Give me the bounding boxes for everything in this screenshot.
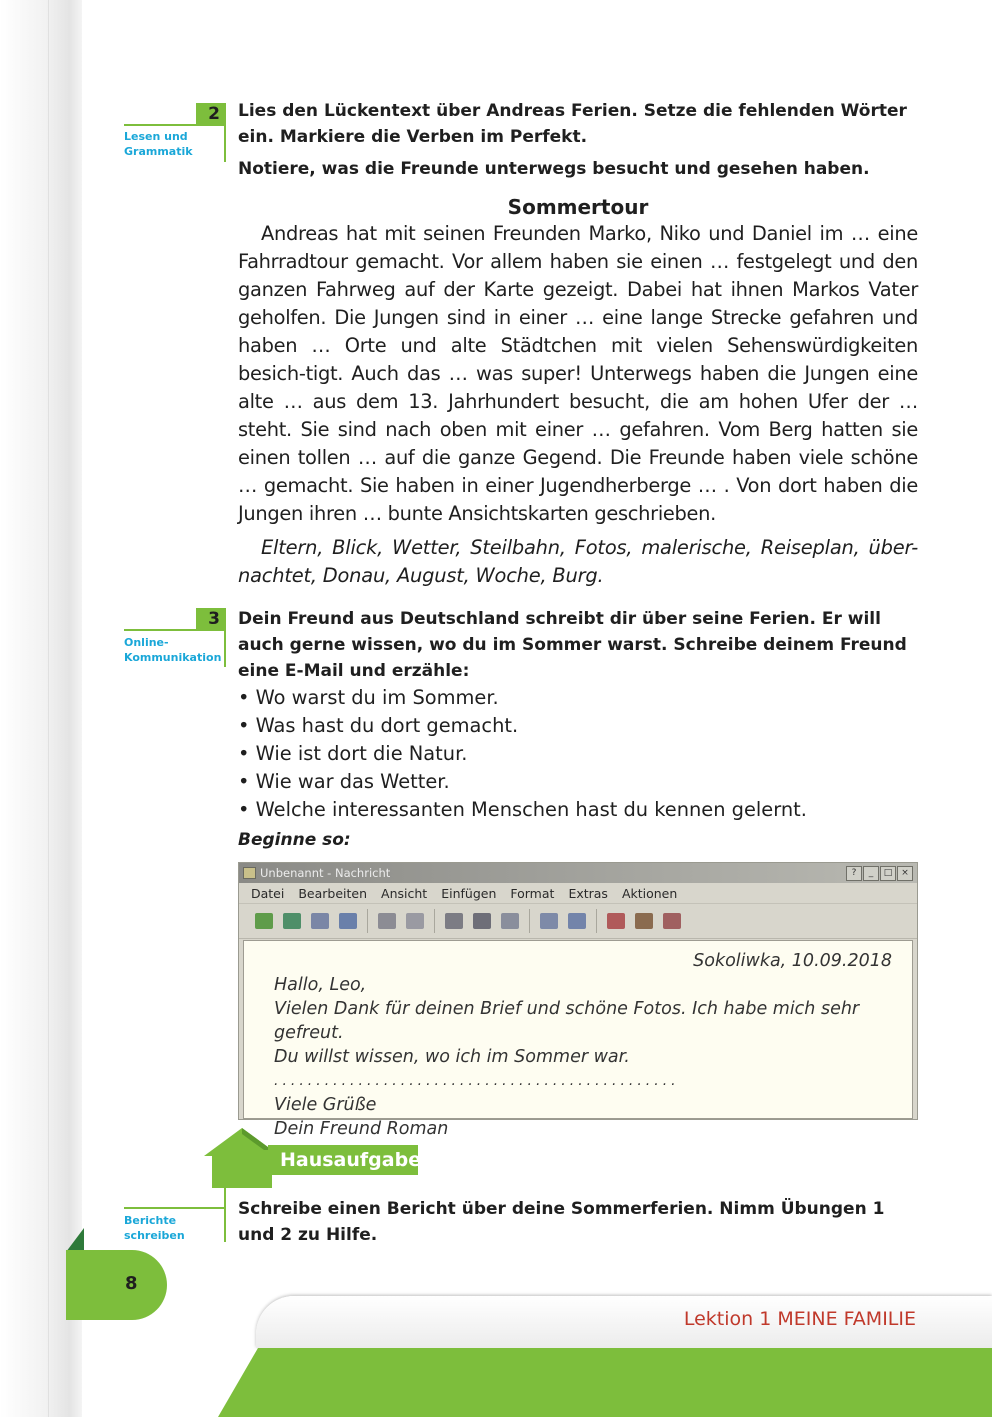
homework <box>238 1196 918 1248</box>
send-receive-icon[interactable] <box>283 913 301 929</box>
minimize-icon[interactable]: _ <box>863 866 879 881</box>
exercise-2-number: 2 <box>196 103 224 125</box>
attach-icon[interactable] <box>311 913 329 929</box>
exercise-2-marker-hline <box>124 124 224 126</box>
toolbar-separator <box>434 909 435 933</box>
save-icon[interactable] <box>378 913 396 929</box>
list-item: • Wie war das Wetter. <box>238 770 450 793</box>
toolbar-separator <box>367 909 368 933</box>
find-icon[interactable] <box>501 913 519 929</box>
menu-item-einfuegen[interactable]: Einfügen <box>441 885 497 901</box>
exercise-3-side-label <box>124 635 221 665</box>
side-label-line: Online- <box>124 636 169 649</box>
exercise-2-marker-line <box>224 103 226 162</box>
menu-item-bearbeiten[interactable]: Bearbeiten <box>298 885 368 901</box>
email-title-bar <box>239 863 917 883</box>
exercise-3-marker-line <box>224 608 226 667</box>
menu-item-format[interactable]: Format <box>510 885 555 901</box>
flag-icon[interactable] <box>607 913 625 929</box>
text-title: Sommertour <box>507 195 649 219</box>
close-icon[interactable]: × <box>897 866 913 881</box>
list-item: • Was hast du dort gemacht. <box>238 714 519 737</box>
footer-band <box>218 1348 992 1417</box>
maximize-icon[interactable]: □ <box>880 866 896 881</box>
exercise-2-side-label <box>124 129 193 159</box>
page-number: 8 <box>125 1273 138 1294</box>
email-line: Vielen Dank für deinen Brief und schöne Fotos. Ich habe mich sehr gefreut. <box>274 999 860 1043</box>
exercise-3-number: 3 <box>196 608 224 630</box>
email-placeholder-dots: ................................................ <box>274 1073 680 1089</box>
exercise-3-instruction: Dein Freund aus Deutschland schreibt dir über seine Ferien. Er will auch gerne wissen, wo du im Sommer warst. Schreibe deinem Freund eine E-Mail und erzähle: <box>238 609 907 681</box>
list-item: • Wo warst du im Sommer. <box>238 686 499 709</box>
list-item: • Wie ist dort die Natur. <box>238 742 468 765</box>
side-label-line: Lesen und <box>124 130 188 143</box>
reply-icon[interactable] <box>540 913 558 929</box>
menu-item-aktionen[interactable]: Aktionen <box>621 885 678 901</box>
page-number-tab <box>66 1250 167 1320</box>
footer-tab <box>256 1296 992 1348</box>
email-line: Du willst wissen, wo ich im Sommer war. <box>274 1047 630 1067</box>
question-list <box>238 684 918 824</box>
delete-icon[interactable] <box>635 913 653 929</box>
exercise-2 <box>238 98 918 590</box>
help-icon[interactable]: ? <box>846 866 862 881</box>
exercise-3-marker-hline <box>124 629 224 631</box>
email-window-title: Unbenannt - Nachricht <box>260 866 391 880</box>
begin-label: Beginne so: <box>238 830 351 850</box>
copy-icon[interactable] <box>445 913 463 929</box>
homework-label: Hausaufgabe <box>268 1145 418 1175</box>
print-icon[interactable] <box>406 913 424 929</box>
side-label-line: Berichte <box>124 1214 177 1227</box>
email-greeting: Hallo, Leo, <box>274 975 367 995</box>
window-controls <box>846 866 913 881</box>
email-date: Sokoliwka, 10.09.2018 <box>693 951 892 971</box>
menu-item-datei[interactable]: Datei <box>251 885 285 901</box>
side-label-line: Kommunikation <box>124 651 222 664</box>
cloze-text: Andreas hat mit seinen Freunden Marko, Niko und Daniel im … eine Fahrradtour gemacht. Vor allem haben sie einen … festgelegt und den ganzen Fahrweg auf der Karte gezeigt. Dabei hat ihnen Markos Vater geholfen. Die Jungen sind in einer … eine lange Strecke gefahren und haben … Orte und alte Städtchen mit vielen Sehenswürdigkeiten besich-tigt. Auch das … was super! Unterwegs haben die Jungen eine alte … aus dem 13. Jahrhundert besucht, die am hohen Ufer der … steht. Sie sind nach oben mit einer … gefahren. Vom Berg hatten sie einen tollen … auf die ganze Gegend. Die Freunde haben viele schöne … gemacht. Sie haben in einer Jugendherberge … . Von dort haben die Jungen ihren … bunte Ansichtskarten geschrieben. <box>238 222 918 525</box>
homework-marker-line <box>224 1186 226 1242</box>
side-label-line: Grammatik <box>124 145 193 158</box>
lesson-title: Lektion 1 MEINE FAMILIE <box>683 1308 916 1330</box>
homework-instruction: Schreibe einen Bericht über deine Sommerferien. Nimm Übungen 1 und 2 zu Hilfe. <box>238 1199 885 1245</box>
exercise-3 <box>238 606 918 852</box>
house-icon <box>204 1128 274 1188</box>
envelope-icon <box>243 867 256 879</box>
book-spine <box>0 0 82 1417</box>
email-menu-bar <box>239 883 917 903</box>
email-window <box>238 862 918 1139</box>
email-body[interactable] <box>243 940 913 1139</box>
forward-icon[interactable] <box>568 913 586 929</box>
email-toolbar <box>239 903 917 939</box>
list-item: • Welche interessanten Menschen hast du kennen gelernt. <box>238 798 807 821</box>
menu-item-extras[interactable]: Extras <box>568 885 608 901</box>
send-icon[interactable] <box>255 913 273 929</box>
word-bank: Eltern, Blick, Wetter, Steilbahn, Fotos, malerische, Reiseplan, über-nachtet, Donau, August, Woche, Burg. <box>238 536 918 587</box>
options-icon[interactable] <box>663 913 681 929</box>
email-signature: Dein Freund Roman <box>274 1119 449 1139</box>
address-book-icon[interactable] <box>339 913 357 929</box>
email-closing: Viele Grüße <box>274 1095 377 1115</box>
spine-line <box>48 0 49 1417</box>
paste-icon[interactable] <box>473 913 491 929</box>
side-label-line: schreiben <box>124 1229 185 1242</box>
exercise-2-instruction-2: Notiere, was die Freunde unterwegs besucht und gesehen haben. <box>238 159 870 179</box>
corner-fold <box>66 1228 84 1252</box>
homework-side-label <box>124 1213 185 1243</box>
homework-marker-hline <box>124 1207 224 1209</box>
menu-item-ansicht[interactable]: Ansicht <box>381 885 428 901</box>
toolbar-separator <box>529 909 530 933</box>
exercise-2-instruction: Lies den Lückentext über Andreas Ferien. Setze die fehlenden Wörter ein. Markiere die Verben im Perfekt. <box>238 101 907 147</box>
toolbar-separator <box>596 909 597 933</box>
